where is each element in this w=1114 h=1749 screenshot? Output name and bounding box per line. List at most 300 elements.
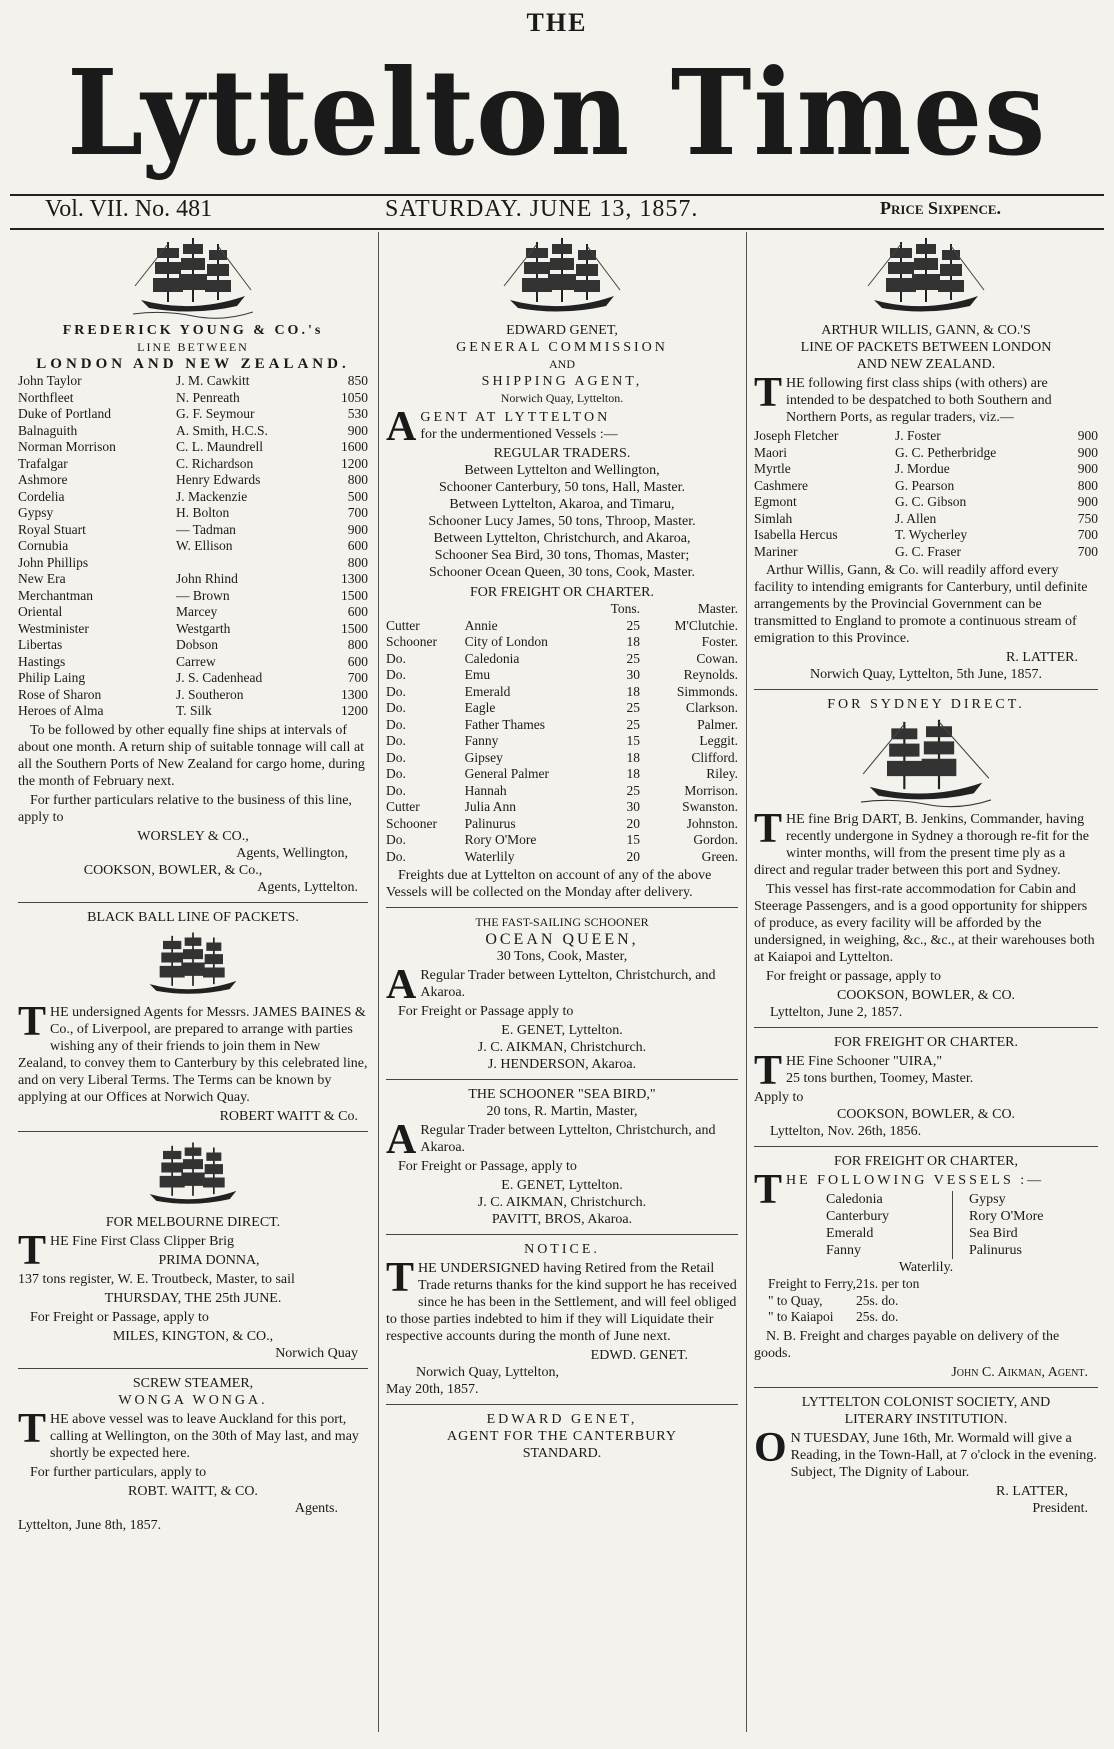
ship-tons: 800	[347, 554, 368, 570]
list-item: Caledonia	[826, 1192, 883, 1207]
masthead-rule-bottom	[10, 228, 1104, 230]
vessel-tons: 15	[626, 733, 640, 748]
vessel-master: Gordon.	[693, 832, 738, 847]
ship-icon	[143, 928, 243, 1002]
colonist-sign: R. LATTER,	[996, 1483, 1068, 1499]
vessel-master: Foster.	[701, 634, 738, 649]
willis-dropcap: T	[754, 370, 783, 416]
ship-master: Westgarth	[176, 620, 231, 636]
table-row	[18, 604, 368, 621]
ship-master: Henry Edwards	[176, 472, 261, 487]
willis-l2: LINE OF PACKETS BETWEEN LONDON	[800, 340, 1052, 355]
ship-tons: 750	[1077, 510, 1098, 526]
melbourne-loc: Norwich Quay	[275, 1345, 358, 1361]
genet-freights: Freights due at Lyttelton on account of any of the above Vessels will be collected on the Monday after delivery.	[386, 868, 712, 900]
ship-name: Cordelia	[18, 488, 65, 504]
vessel-tons: 18	[626, 749, 640, 765]
vessel-name: Caledonia	[464, 650, 520, 666]
uira-line2: 25 tons burthen, Toomey, Master.	[786, 1071, 974, 1086]
vessel-rig: Schooner	[386, 634, 437, 649]
notice-dropcap: T	[386, 1255, 415, 1301]
vessel-master: Green.	[701, 848, 738, 864]
table-row	[754, 511, 1098, 528]
willis-body: HE following first class ships (with others) are intended to be despatched to both Southern and Northern Ports, as regular traders, viz.—	[786, 376, 1052, 425]
sydney-apply: For freight or passage, apply to	[766, 969, 941, 984]
table-row	[386, 750, 738, 767]
vessel-name: Emerald	[464, 683, 511, 699]
genet-charter: FOR FREIGHT OR CHARTER.	[469, 585, 655, 600]
following-rates-table	[768, 1276, 919, 1326]
ship-tons: 1200	[341, 703, 368, 718]
vessel-name: General Palmer	[464, 766, 549, 781]
vessel-name: Julia Ann	[464, 799, 516, 814]
genet-l1: GENERAL COMMISSION	[456, 340, 668, 355]
genet-r6: Schooner Sea Bird, 30 tons, Thomas, Master;	[434, 548, 690, 563]
young-agent2-loc: Agents, Lyttelton.	[257, 879, 358, 895]
ocean-a3: J. HENDERSON, Akaroa.	[487, 1057, 637, 1072]
genet-and: AND	[549, 357, 575, 371]
blackball-dropcap: T	[18, 998, 47, 1045]
sydney-agent: COOKSON, BOWLER, & CO.	[836, 988, 1016, 1003]
notice-date: May 20th, 1857.	[386, 1382, 479, 1397]
vessel-rig: Do.	[386, 683, 406, 699]
table-row	[754, 445, 1098, 462]
ship-tons: 700	[347, 670, 368, 685]
vessel-name: Palinurus	[464, 815, 516, 831]
ship-master: T. Silk	[176, 703, 212, 718]
ship-tons: 800	[347, 637, 368, 652]
vessel-master: Swanston.	[682, 799, 738, 814]
vessel-rig: Do.	[386, 749, 406, 765]
table-row	[386, 717, 738, 734]
vessel-master: Reynolds.	[683, 667, 738, 682]
seabird-body: Regular Trader between Lyttelton, Christchurch, and Akaroa.	[420, 1123, 716, 1155]
vessel-rig: Do.	[386, 766, 406, 781]
uira-agent: COOKSON, BOWLER, & CO.	[836, 1107, 1016, 1122]
melbourne-line1: HE Fine First Class Clipper Brig	[50, 1233, 234, 1249]
vessel-tons: 30	[626, 667, 640, 682]
ship-name: Isabella Hercus	[754, 527, 838, 542]
ship-tons: 600	[347, 653, 368, 669]
young-agent2: COOKSON, BOWLER, & Co.,	[83, 862, 263, 878]
ocean-body: Regular Trader between Lyttelton, Christchurch, and Akaroa.	[420, 968, 716, 1000]
genet-r5: Between Lyttelton, Christchurch, and Akaroa,	[433, 531, 691, 546]
vessel-rig: Do.	[386, 848, 406, 864]
ship-tons: 700	[1077, 543, 1098, 559]
table-row	[754, 527, 1098, 544]
vessel-name: City of London	[464, 634, 548, 649]
vessel-master: Johnston.	[686, 815, 738, 831]
standard-l2: AGENT FOR THE CANTERBURY	[446, 1429, 677, 1444]
vessel-rig: Do.	[386, 832, 406, 847]
ship-tons: 1300	[341, 571, 368, 586]
table-row	[386, 849, 738, 866]
sydney-body2: This vessel has first-rate accommodation for Cabin and Steerage Passengers, and is a good opportunity for shippers of produce, as every facility will be afforded by the undersigned, in weighing, &c., &c., at their warehouses both at Kaiapoi and Lyttelton.	[754, 882, 1095, 965]
issue-date: SATURDAY. JUNE 13, 1857.	[385, 196, 699, 222]
ship-tons: 600	[347, 538, 368, 553]
ship-name: Mariner	[754, 543, 798, 559]
ship-master: J. Southeron	[176, 686, 244, 702]
ship-tons: 700	[1077, 527, 1098, 542]
ship-name: Joseph Fletcher	[754, 428, 839, 443]
melbourne-sail: THURSDAY, THE 25th JUNE.	[104, 1290, 282, 1306]
ship-master: Dobson	[176, 637, 219, 652]
notice-title: NOTICE.	[524, 1242, 600, 1257]
rate-destination: " to Kaiapoi	[768, 1309, 834, 1324]
following-nb: N. B. Freight and charges payable on delivery of the goods.	[754, 1328, 1060, 1361]
willis-title: ARTHUR WILLIS, GANN, & CO.'S	[821, 323, 1031, 338]
willis-l3: AND NEW ZEALAND.	[856, 357, 996, 372]
table-row	[754, 461, 1098, 478]
colonist-title2: LITERARY INSTITUTION.	[844, 1411, 1008, 1427]
vessel-tons: 15	[626, 832, 640, 847]
ship-name: Duke of Portland	[18, 406, 111, 421]
ship-master: N. Penreath	[176, 389, 240, 405]
genet-l2: SHIPPING AGENT,	[481, 374, 643, 389]
divider	[18, 902, 368, 903]
young-body: To be followed by other equally fine ships at intervals of about one month. A return ship of suitable tonnage will call at all the Southern Ports of New Zealand for cargo home, during the month of February next.	[18, 722, 365, 789]
seabird-title: THE SCHOONER "SEA BIRD,"	[468, 1087, 656, 1102]
ship-name: Libertas	[18, 637, 63, 652]
following-line1: HE FOLLOWING VESSELS :—	[786, 1173, 1045, 1188]
table-row	[754, 478, 1098, 495]
table-row	[18, 505, 368, 522]
genet-name: EDWARD GENET,	[506, 323, 618, 338]
ship-master: Marcey	[176, 604, 218, 619]
ship-tons: 900	[1077, 444, 1098, 460]
willis-body2: Arthur Willis, Gann, & Co. will readily afford every facility to intending emigrants for Canterbury, until definite arrangements by the Provincial Government can be transmitted to England to promote a continuous stream of emigration to this Province.	[754, 563, 1088, 646]
ship-tons: 900	[347, 521, 368, 537]
ocean-dropcap: A	[386, 962, 417, 1008]
table-row	[18, 456, 368, 473]
ocean-name: OCEAN QUEEN,	[485, 931, 639, 948]
list-item: Canterbury	[826, 1209, 889, 1224]
list-item: Sea Bird	[969, 1226, 1018, 1241]
table-row	[18, 571, 368, 588]
ship-name: Egmont	[754, 494, 797, 509]
melbourne-title: FOR MELBOURNE DIRECT.	[105, 1214, 281, 1230]
table-row	[18, 654, 368, 671]
table-row	[18, 538, 368, 555]
table-row	[18, 670, 368, 687]
genet-r7: Schooner Ocean Queen, 30 tons, Cook, Master.	[429, 565, 695, 580]
vessel-rig: Do.	[386, 700, 406, 715]
vessel-tons: 18	[626, 683, 640, 699]
table-row	[768, 1293, 919, 1310]
table-header-row	[386, 601, 738, 618]
genet-r3: Between Lyttelton, Akaroa, and Timaru,	[449, 497, 675, 512]
ship-tons: 800	[347, 472, 368, 487]
willis-ships-table	[754, 428, 1098, 560]
genet-dropcap: A	[386, 404, 417, 450]
table-row	[768, 1309, 919, 1326]
divider	[754, 1027, 1098, 1028]
vessel-tons: 18	[626, 766, 640, 781]
ship-icon	[502, 234, 622, 320]
vessel-tons: 20	[626, 848, 640, 864]
ship-name: Heroes of Alma	[18, 703, 104, 718]
genet-vessels-table	[386, 601, 738, 865]
ship-name: Trafalgar	[18, 455, 68, 471]
vessel-tons: 30	[626, 799, 640, 814]
ocean-a1: E. GENET, Lyttelton.	[501, 1023, 623, 1038]
vessel-master: M'Clutchie.	[674, 617, 738, 633]
notice-body: HE UNDERSIGNED having Retired from the Retail Trade returns thanks for the kind support he has received since he has been in the Settlement, and will feel obliged to those parties indebted to him if they will Liquidate their respective accounts during the month of June next.	[386, 1261, 737, 1344]
ship-icon	[866, 234, 986, 320]
ship-name: Norman Morrison	[18, 439, 116, 454]
colonist-title: LYTTELTON COLONIST SOCIETY, AND	[801, 1394, 1051, 1410]
column-divider-2	[746, 232, 747, 1732]
seabird-a1: E. GENET, Lyttelton.	[501, 1178, 623, 1193]
vessel-tons: 18	[626, 634, 640, 649]
divider	[386, 907, 738, 908]
table-row	[386, 733, 738, 750]
uira-title: FOR FREIGHT OR CHARTER.	[833, 1035, 1019, 1050]
rate-price: 21s. per ton	[856, 1276, 920, 1291]
table-row	[18, 439, 368, 456]
table-row	[18, 406, 368, 423]
vessel-rig: Do.	[386, 733, 406, 748]
blackball-sign: ROBERT WAITT & Co.	[219, 1108, 358, 1124]
ship-master: C. L. Maundrell	[176, 439, 264, 454]
screw-body: HE above vessel was to leave Auckland for this port, calling at Wellington, on the 30th of May last, and may shortly be expected here.	[50, 1411, 359, 1461]
table-row	[386, 816, 738, 833]
ship-tons: 1300	[341, 686, 368, 702]
colonist-body: N TUESDAY, June 16th, Mr. Wormald will give a Reading, in the Town-Hall, at 7 o'clock in the evening. Subject, The Dignity of Labour.	[790, 1430, 1097, 1480]
seabird-tons: 20 tons, R. Martin, Master,	[486, 1104, 638, 1119]
table-row	[386, 799, 738, 816]
blackball-title: BLACK BALL LINE OF PACKETS.	[87, 909, 299, 925]
vessel-master: Riley.	[706, 766, 738, 781]
vessel-rig: Cutter	[386, 617, 420, 633]
young-line-between: LINE BETWEEN	[137, 340, 249, 354]
ship-name: Oriental	[18, 604, 63, 619]
vessel-master: Morrison.	[684, 782, 738, 798]
ship-master	[176, 555, 324, 572]
blackball-body: HE undersigned Agents for Messrs. JAMES BAINES & Co., of Liverpool, are prepared to arrange with parties wishing any of their friends to join them in New Zealand, to convey them to Canterbury by this celebrated line, and on very Liberal Terms. The Terms can be known by applying at our Offices at Norwich Quay.	[18, 1004, 368, 1105]
table-row	[18, 423, 368, 440]
list-item: Palinurus	[969, 1243, 1022, 1258]
following-dropcap: T	[754, 1167, 783, 1213]
table-header-master: Master.	[697, 601, 738, 616]
ship-master: A. Smith, H.C.S.	[176, 422, 268, 438]
table-row	[18, 687, 368, 704]
divider	[754, 1146, 1098, 1147]
vessel-name: Annie	[464, 617, 498, 633]
standard-l3: STANDARD.	[522, 1446, 602, 1461]
vessel-name: Gipsey	[464, 749, 503, 765]
rate-destination: Freight to Ferry,	[768, 1276, 856, 1291]
ship-name: Cashmere	[754, 477, 808, 493]
vessel-name: Waterlily	[464, 848, 515, 864]
ship-name: New Era	[18, 571, 66, 586]
ship-master: G. F. Seymour	[176, 406, 255, 421]
uira-date: Lyttelton, Nov. 26th, 1856.	[770, 1124, 922, 1139]
list-item: Emerald	[826, 1226, 874, 1241]
ship-master: H. Bolton	[176, 505, 230, 520]
genet-loc: Norwich Quay, Lyttelton.	[500, 391, 624, 405]
vessel-rig: Do.	[386, 716, 406, 732]
ship-tons: 530	[347, 406, 368, 421]
divider	[386, 1404, 738, 1405]
issue-price: Price Sixpence.	[880, 198, 1002, 218]
list-item: Rory O'More	[969, 1209, 1044, 1224]
rate-price: 25s. do.	[856, 1292, 899, 1308]
ship-tons: 900	[1077, 428, 1098, 443]
ship-name: Westminister	[18, 620, 89, 636]
ship-name: Merchantman	[18, 587, 93, 603]
melbourne-body: 137 tons register, W. E. Troutbeck, Master, to sail	[18, 1271, 295, 1287]
ship-master: — Brown	[176, 587, 230, 603]
table-row	[768, 1276, 919, 1293]
willis-sign: R. LATTER.	[1006, 650, 1078, 665]
table-header-tons: Tons.	[610, 601, 640, 616]
ship-name: Ashmore	[18, 472, 68, 487]
vessel-name: Father Thames	[464, 716, 545, 732]
ship-master: J. M. Cawkitt	[176, 373, 250, 388]
ship-tons: 900	[1077, 461, 1098, 476]
column-2	[386, 232, 738, 1462]
vessel-name: Hannah	[464, 782, 507, 798]
ship-icon	[861, 715, 991, 809]
vessel-rig: Do.	[386, 650, 406, 666]
ship-tons: 600	[347, 604, 368, 619]
vessel-master: Palmer.	[697, 716, 738, 732]
rate-price: 25s. do.	[856, 1309, 899, 1324]
masthead-the: THE	[526, 8, 588, 37]
table-row	[386, 700, 738, 717]
divider	[18, 1131, 368, 1132]
young-agent1: WORSLEY & CO.,	[137, 828, 249, 844]
ship-master: J. S. Cadenhead	[176, 670, 263, 685]
ship-master: G. C. Fraser	[894, 543, 961, 559]
divider	[386, 1234, 738, 1235]
following-right-list	[953, 1191, 1043, 1259]
ship-name: John Phillips	[18, 554, 89, 570]
ship-icon	[133, 234, 253, 320]
table-row	[18, 522, 368, 539]
table-row	[386, 667, 738, 684]
vessel-tons: 20	[626, 815, 640, 831]
ocean-tons: 30 Tons, Cook, Master,	[496, 949, 628, 964]
young-further: For further particulars relative to the business of this line, apply to	[18, 792, 352, 825]
colonist-dropcap: O	[754, 1424, 787, 1471]
ship-tons: 1200	[341, 455, 368, 471]
divider	[754, 1387, 1098, 1388]
vessel-tons: 25	[626, 700, 640, 715]
vessel-name: Emu	[464, 667, 491, 682]
ship-name: Balnaguith	[18, 422, 78, 438]
melbourne-agent: MILES, KINGTON, & CO.,	[112, 1328, 274, 1344]
volume-number: Vol. VII. No. 481	[45, 196, 213, 222]
genet-r2: Schooner Canterbury, 50 tons, Hall, Master.	[439, 480, 685, 495]
table-row	[386, 766, 738, 783]
vessel-master: Leggit.	[699, 733, 738, 748]
following-last: Waterlily.	[898, 1260, 954, 1275]
ship-master: C. Richardson	[176, 455, 254, 471]
seabird-a2: J. C. AIKMAN, Christchurch.	[477, 1195, 647, 1210]
table-row	[18, 621, 368, 638]
ship-master: G. Pearson	[894, 477, 955, 493]
sydney-body: HE fine Brig DART, B. Jenkins, Commander, having recently undergone in Sydney a thorough re-fit for the winter months, will from the present time ply as a direct and regular trader between this port and Sydney.	[754, 812, 1089, 878]
notice-loc: Norwich Quay, Lyttelton,	[416, 1365, 559, 1380]
standard-l1: EDWARD GENET,	[486, 1412, 638, 1427]
screw-agent: ROBT. WAITT, & CO.	[128, 1483, 258, 1499]
ship-name: Royal Stuart	[18, 521, 86, 537]
ship-master: T. Wycherley	[894, 527, 968, 542]
uira-line1: HE Fine Schooner "UIRA,"	[786, 1054, 943, 1069]
following-sign: John C. Aikman, Agent.	[951, 1364, 1088, 1380]
ship-tons: 1600	[341, 439, 368, 454]
table-row	[386, 832, 738, 849]
vessel-name: Fanny	[464, 733, 499, 748]
column-3	[754, 232, 1098, 1517]
ship-master: J. Foster	[894, 428, 941, 443]
ship-master: — Tadman	[176, 521, 236, 537]
table-row	[18, 373, 368, 390]
ship-tons: 500	[347, 488, 368, 504]
melbourne-apply: For Freight or Passage, apply to	[30, 1309, 209, 1325]
table-row	[18, 555, 368, 572]
genet-r4: Schooner Lucy James, 50 tons, Throop, Master.	[428, 514, 696, 529]
following-vessel-lists	[786, 1191, 1098, 1259]
ship-name: Myrtle	[754, 461, 791, 476]
table-row	[18, 588, 368, 605]
vessel-tons: 25	[626, 617, 640, 633]
sydney-date: Lyttelton, June 2, 1857.	[770, 1005, 903, 1020]
table-row	[386, 783, 738, 800]
screw-agents: Agents.	[294, 1500, 338, 1516]
vessel-tons: 25	[626, 650, 640, 666]
screw-title: SCREW STEAMER,	[132, 1375, 254, 1391]
ship-tons: 900	[1077, 494, 1098, 509]
table-row	[386, 651, 738, 668]
ship-name: Northfleet	[18, 389, 74, 405]
screw-name: WONGA WONGA.	[118, 1392, 268, 1408]
ship-tons: 900	[347, 422, 368, 438]
vessel-tons: 25	[626, 716, 640, 732]
genet-for-line: for the undermentioned Vessels :—	[420, 427, 618, 442]
vessel-name: Rory O'More	[464, 832, 537, 847]
young-agent1-loc: Agents, Wellington,	[236, 845, 348, 861]
ship-name: Hastings	[18, 653, 66, 669]
table-row	[386, 618, 738, 635]
table-row	[386, 684, 738, 701]
ship-name: Gypsy	[18, 505, 54, 520]
seabird-apply: For Freight or Passage, apply to	[398, 1159, 577, 1174]
seabird-dropcap: A	[386, 1117, 417, 1163]
table-row	[754, 544, 1098, 561]
table-row	[18, 637, 368, 654]
table-row	[18, 390, 368, 407]
genet-agent-line: GENT AT LYTTELTON	[420, 410, 611, 425]
ship-tons: 1500	[341, 587, 368, 603]
ship-tons: 850	[347, 373, 368, 388]
melbourne-ship: PRIMA DONNA,	[158, 1252, 260, 1268]
ship-icon	[143, 1138, 243, 1212]
ship-tons: 800	[1077, 477, 1098, 493]
screw-apply: For further particulars, apply to	[30, 1464, 207, 1480]
table-row	[18, 703, 368, 720]
melbourne-dropcap: T	[18, 1227, 47, 1274]
rate-destination: " to Quay,	[768, 1292, 823, 1308]
list-item: Fanny	[826, 1243, 862, 1258]
ship-tons: 700	[347, 505, 368, 520]
ocean-apply: For Freight or Passage apply to	[398, 1004, 574, 1019]
ship-name: Cornubia	[18, 538, 69, 553]
screw-dropcap: T	[18, 1405, 47, 1452]
following-title: FOR FREIGHT OR CHARTER,	[833, 1154, 1019, 1169]
